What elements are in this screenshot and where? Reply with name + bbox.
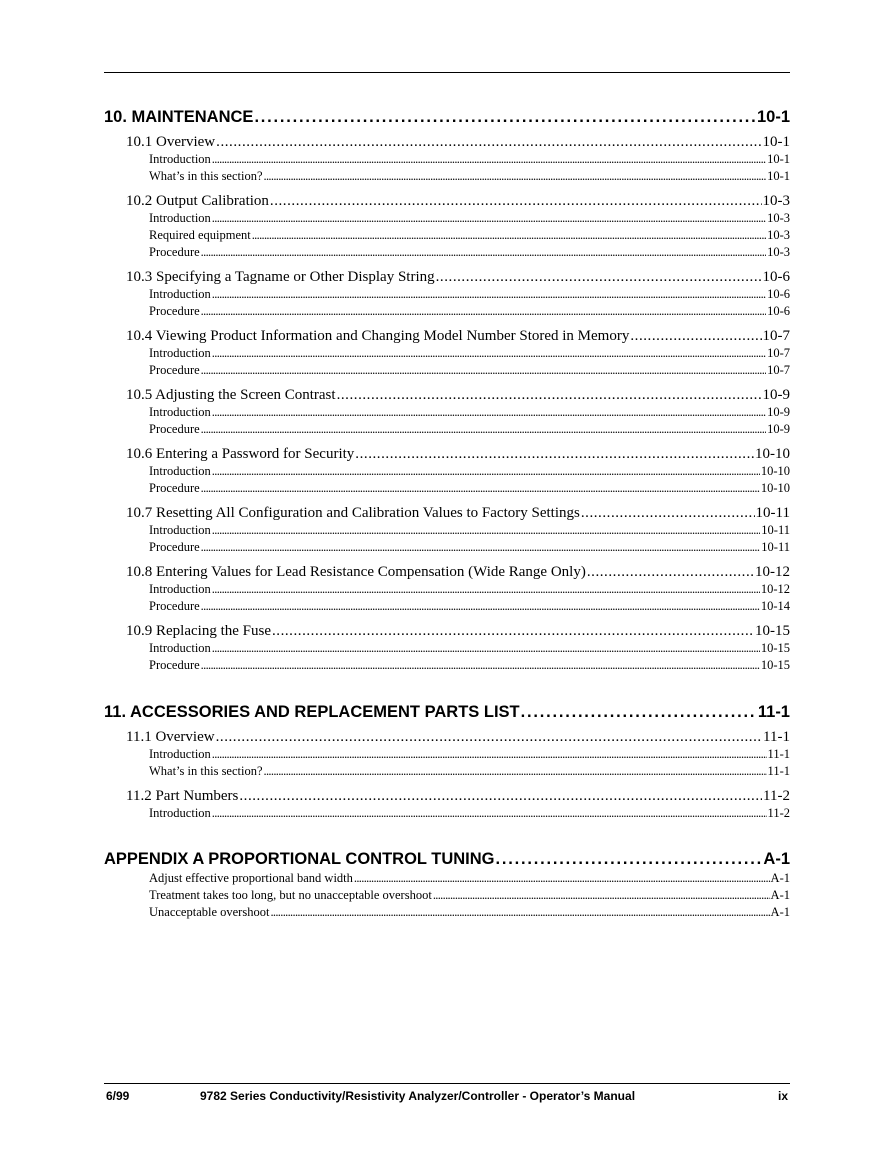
toc-entry-title: Required equipment [149, 228, 251, 242]
toc-entry-title: 10.5 Adjusting the Screen Contrast [126, 387, 336, 403]
toc-item[interactable] [149, 746, 790, 762]
toc-entry-title: Introduction [149, 211, 211, 225]
toc-entry-title: 10.1 Overview [126, 134, 216, 150]
toc-entry-page: 10-12 [760, 582, 790, 596]
toc-section-10-3[interactable] [126, 268, 790, 286]
toc-item[interactable] [149, 904, 790, 920]
toc-entry-title: Treatment takes too long, but no unacceptable overshoot [149, 888, 432, 902]
toc-leader [212, 581, 760, 597]
toc-entry-title: 11.2 Part Numbers [126, 788, 239, 804]
header-rule [104, 72, 790, 73]
toc-entry-title: What’s in this section? [149, 169, 263, 183]
toc-leader [216, 133, 761, 151]
toc-leader [239, 787, 762, 805]
toc-entry-title: 11. ACCESSORIES AND REPLACEMENT PARTS LIST [104, 703, 520, 721]
toc-entry-title: Procedure [149, 658, 200, 672]
toc-entry-title: 10.3 Specifying a Tagname or Other Display String [126, 269, 435, 285]
toc-entry-page: 10-3 [762, 193, 790, 209]
toc-entry-title: Unacceptable overshoot [149, 905, 270, 919]
toc-entry-title: Introduction [149, 287, 211, 301]
toc-chapter-10[interactable] [104, 106, 790, 128]
toc-entry-page: 10-10 [755, 446, 790, 462]
toc-entry-page: 10-1 [756, 108, 790, 126]
toc-item[interactable] [149, 581, 790, 597]
toc-leader [201, 303, 766, 319]
toc-section-10-8[interactable] [126, 563, 790, 581]
toc-entry-page: 11-1 [767, 747, 790, 761]
toc-entry-page: 10-11 [761, 540, 790, 554]
footer-date: 6/99 [106, 1089, 130, 1103]
toc-entry-page: 10-14 [760, 599, 790, 613]
toc-entry-page: 11-1 [757, 703, 790, 721]
toc-leader [433, 887, 770, 903]
toc-entry-title: 10. MAINTENANCE [104, 108, 254, 126]
toc-entry-page: 10-6 [767, 287, 790, 301]
toc-leader [337, 386, 762, 404]
toc-item[interactable] [149, 404, 790, 420]
toc-item[interactable] [149, 345, 790, 361]
toc-leader [212, 463, 760, 479]
toc-entry-page: 11-1 [767, 764, 790, 778]
toc-leader [201, 598, 760, 614]
toc-entry-title: 10.2 Output Calibration [126, 193, 269, 209]
toc-entry-title: 10.6 Entering a Password for Security [126, 446, 355, 462]
toc-leader [354, 870, 770, 886]
toc-section-10-5[interactable] [126, 386, 790, 404]
toc-entry-page: A-1 [770, 888, 790, 902]
toc-item[interactable] [149, 286, 790, 302]
toc-entry-title: APPENDIX A PROPORTIONAL CONTROL TUNING [104, 850, 495, 868]
toc-entry-page: A-1 [770, 905, 790, 919]
toc-entry-page: 10-11 [755, 505, 790, 521]
toc-leader [212, 151, 766, 167]
toc-entry-page: 10-1 [762, 134, 790, 150]
toc-leader [254, 106, 756, 128]
toc-entry-title: Procedure [149, 422, 200, 436]
toc-item[interactable] [149, 168, 790, 184]
toc-entry-page: 10-7 [767, 363, 790, 377]
toc-item[interactable] [149, 210, 790, 226]
toc-entry-page: 10-3 [767, 228, 790, 242]
toc-entry-page: 10-7 [767, 346, 790, 360]
toc-entry-page: A-1 [763, 850, 790, 868]
toc-entry-page: 10-7 [762, 328, 790, 344]
toc-leader [630, 327, 761, 345]
toc-entry-title: Procedure [149, 481, 200, 495]
toc-item[interactable] [149, 362, 790, 378]
toc-item[interactable] [149, 463, 790, 479]
toc-appendix-a[interactable] [104, 848, 790, 870]
toc-entry-page: 11-2 [767, 806, 790, 820]
toc-section-10-7[interactable] [126, 504, 790, 522]
toc-entry-title: 10.8 Entering Values for Lead Resistance Compensation (Wide Range Only) [126, 564, 586, 580]
toc-leader [201, 539, 761, 555]
toc-entry-page: 10-9 [762, 387, 790, 403]
toc-leader [212, 210, 766, 226]
toc-item[interactable] [149, 151, 790, 167]
toc-entry-title: 10.7 Resetting All Configuration and Calibration Values to Factory Settings [126, 505, 580, 521]
toc-entry-page: 10-9 [767, 422, 790, 436]
toc-section-10-6[interactable] [126, 445, 790, 463]
toc-entry-page: 10-15 [760, 658, 790, 672]
toc-item[interactable] [149, 303, 790, 319]
toc-section-10-4[interactable] [126, 327, 790, 345]
toc-item[interactable] [149, 763, 790, 779]
toc-entry-title: 10.4 Viewing Product Information and Changing Model Number Stored in Memory [126, 328, 630, 344]
toc-entry-title: Introduction [149, 523, 211, 537]
toc-item[interactable] [149, 244, 790, 260]
toc-entry-title: 11.1 Overview [126, 729, 215, 745]
toc-leader [252, 227, 766, 243]
toc-entry-title: Introduction [149, 747, 211, 761]
toc-leader [581, 504, 755, 522]
toc-leader [212, 805, 767, 821]
toc-leader [272, 622, 754, 640]
footer-manual-title: 9782 Series Conductivity/Resistivity Analyzer/Controller - Operator’s Manual [200, 1089, 636, 1103]
toc-entry-title: Introduction [149, 346, 211, 360]
toc-leader [201, 362, 766, 378]
toc-leader [264, 168, 767, 184]
toc-leader [270, 192, 762, 210]
toc-leader [264, 763, 767, 779]
toc-entry-title: Introduction [149, 152, 211, 166]
toc-leader [587, 563, 754, 581]
toc-entry-page: 10-1 [767, 169, 790, 183]
toc-leader [212, 404, 766, 420]
toc-leader [216, 728, 762, 746]
toc-entry-page: 11-2 [763, 788, 790, 804]
toc-section-11-1[interactable] [126, 728, 790, 746]
toc-leader [355, 445, 754, 463]
toc-entry-title: Introduction [149, 405, 211, 419]
toc-item[interactable] [149, 805, 790, 821]
footer-rule [104, 1083, 790, 1084]
toc-entry-page: 10-10 [760, 481, 790, 495]
toc-leader [212, 640, 760, 656]
toc-entry-title: What’s in this section? [149, 764, 263, 778]
toc-item[interactable] [149, 480, 790, 496]
toc-leader [201, 244, 766, 260]
toc-entry-page: 10-15 [760, 641, 790, 655]
toc-leader [212, 345, 766, 361]
toc-entry-title: Procedure [149, 540, 200, 554]
toc-item[interactable] [149, 598, 790, 614]
toc-entry-page: 10-3 [767, 245, 790, 259]
toc-entry-page: 10-15 [755, 623, 790, 639]
toc-entry-title: Introduction [149, 464, 211, 478]
toc-entry-title: 10.9 Replacing the Fuse [126, 623, 271, 639]
toc-entry-page: 11-1 [763, 729, 790, 745]
toc-item[interactable] [149, 227, 790, 243]
toc-item[interactable] [149, 522, 790, 538]
toc-entry-page: 10-6 [762, 269, 790, 285]
toc-entry-title: Procedure [149, 599, 200, 613]
toc-leader [496, 848, 763, 870]
toc-entry-page: 10-6 [767, 304, 790, 318]
toc-item[interactable] [149, 539, 790, 555]
toc-section-10-1[interactable] [126, 133, 790, 151]
toc-leader [212, 286, 766, 302]
toc-entry-title: Adjust effective proportional band width [149, 871, 353, 885]
toc-entry-page: A-1 [770, 871, 790, 885]
toc-section-11-2[interactable] [126, 787, 790, 805]
toc-entry-page: 10-3 [767, 211, 790, 225]
toc-leader [201, 657, 760, 673]
toc-entry-title: Introduction [149, 641, 211, 655]
toc-leader [521, 701, 757, 723]
toc-entry-page: 10-1 [767, 152, 790, 166]
toc-entry-title: Procedure [149, 363, 200, 377]
toc-leader [201, 480, 760, 496]
toc-entry-page: 10-9 [767, 405, 790, 419]
toc-entry-title: Procedure [149, 304, 200, 318]
toc-item[interactable] [149, 640, 790, 656]
footer-page-number: ix [777, 1089, 788, 1103]
toc-leader [212, 746, 767, 762]
toc-leader [270, 904, 769, 920]
toc-entry-title: Introduction [149, 582, 211, 596]
toc-item[interactable] [149, 870, 790, 886]
toc-entry-page: 10-10 [760, 464, 790, 478]
toc-section-10-2[interactable] [126, 192, 790, 210]
toc-leader [201, 421, 766, 437]
toc-entry-title: Procedure [149, 245, 200, 259]
toc-section-10-9[interactable] [126, 622, 790, 640]
toc-item[interactable] [149, 421, 790, 437]
toc-entry-page: 10-12 [755, 564, 790, 580]
toc-chapter-11[interactable] [104, 701, 790, 723]
toc-item[interactable] [149, 887, 790, 903]
toc-item[interactable] [149, 657, 790, 673]
toc-entry-title: Introduction [149, 806, 211, 820]
toc-leader [436, 268, 762, 286]
toc-leader [212, 522, 761, 538]
toc-entry-page: 10-11 [761, 523, 790, 537]
